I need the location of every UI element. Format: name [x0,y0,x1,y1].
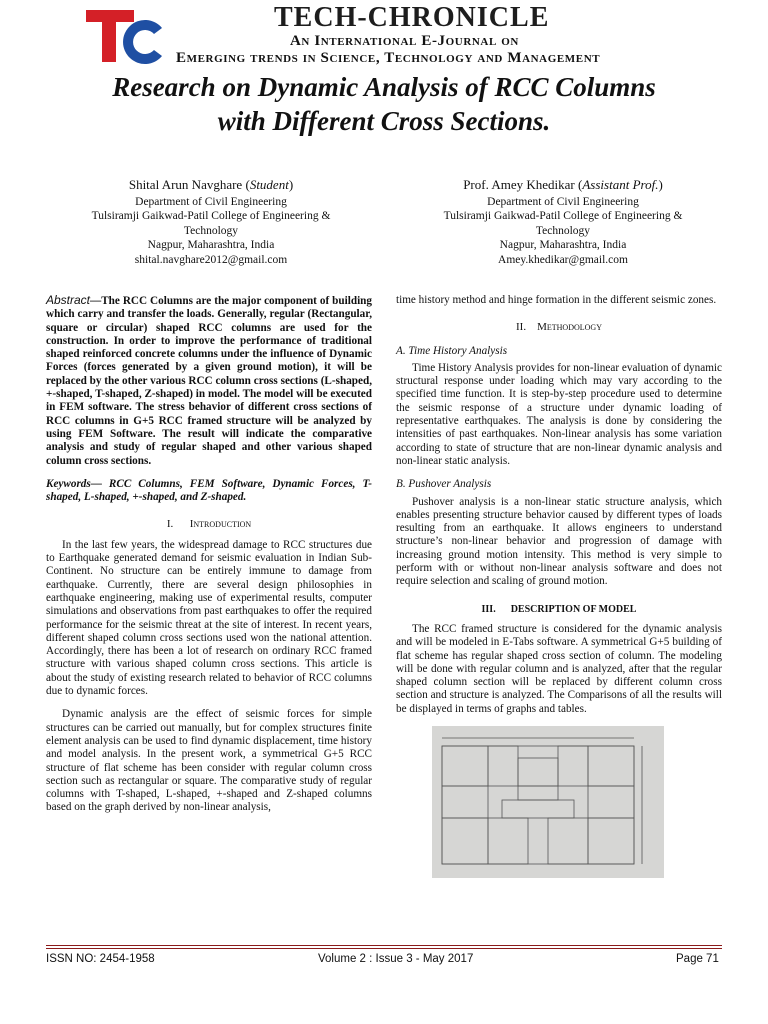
author-location: Nagpur, Maharashtra, India [499,239,627,251]
journal-subtitle-2: Emerging trends in Science, Technology and Management [176,50,601,66]
intro-continuation: time history method and hinge formation in the different seismic zones. [396,294,717,306]
author-name: Prof. Amey Khedikar [463,177,575,192]
footer-volume: Volume 2 : Issue 3 - May 2017 [318,953,474,965]
floor-plan-drawing [432,726,664,878]
intro-paragraph-2: Dynamic analysis are the effect of seismic forces for simple structures can be carried out manually, but for complex structures finite element analysis can be used to find dynamic displacement, time history and model analysis. In the present work, a symmetrical G+5 RCC structure of flat scheme has been consider with regular column cross section such as rectangular or square. The comparative study of regular columns with T-shaped, L-shaped, +-shaped and Z-shaped columns based on the graph derived by non-linear analysis, [46,708,372,814]
footer-rule-bottom [46,948,722,949]
paper-title [0,70,768,138]
section-title: Methodology [537,321,602,334]
footer-rule-top [46,945,722,946]
author-role: Assistant Prof. [582,177,659,192]
section-title: Introduction [189,518,252,531]
author-1 [46,178,376,267]
journal-name: TECH-CHRONICLE [274,2,550,33]
subsection-heading-a: A. Time History Analysis [396,344,508,357]
section-heading-introduction [46,518,372,531]
author-email[interactable]: shital.navghare2012@gmail.com [134,253,288,266]
footer-issn: ISSN NO: 2454-1958 [46,953,155,965]
section-title: DESCRIPTION OF MODEL [510,603,637,615]
keywords: Keywords— RCC Columns, FEM Software, Dynamic Forces, T-shaped, L-shaped, +-shaped, and Z-shaped. [46,477,372,504]
model-paragraph: The RCC framed structure is considered for the dynamic analysis and will be modeled in E-Tabs software. A symmetrical G+5 building of flat scheme has regular shaped cross section of column. The modeling will be done with regular column and is analyzed, after that the regular shaped column section will be replaced by different column cross section and structure is analyzed. The Comparisons of all the results will be displayed in terms of graphs and tables. [396,622,722,715]
abstract [46,294,372,468]
journal-logo [84,8,174,66]
journal-subtitle-1: An International E-Journal on [290,33,519,49]
intro-paragraph-1: In the last few years, the widespread damage to RCC structures due to Earthquake generated demand for seismic evaluation in Indian Sub-Continent. No structure can be entirely immune to damage from earthquake. Currently, there are several design philosophies in earthquake engineering, making use of experimental results, computer simulations and observations from past earthquakes to offer the required performance for the seismic threat at the site of interest. In recent years, different shaped column cross sections used won the national attention. Accordingly, there has been a lot of research on ordinary RCC framed structure with various shaped column cross sections. This article is about the study of existing research related to behavior of RCC columns due to dynamic forces. [46,538,372,698]
right-column [396,294,722,878]
footer-page: Page 71 [676,953,719,965]
abstract-label: Abstract [46,293,91,307]
floor-plan-image [432,726,664,878]
author-email[interactable]: Amey.khedikar@gmail.com [498,253,628,266]
title-line-1: Research on Dynamic Analysis of RCC Columns [112,72,656,102]
time-history-paragraph: Time History Analysis provides for non-linear evaluation of dynamic structural response under loading which may vary according to the specified time function. It is step-by-step procedure used to determine the seismic response of a structure under dynamic loading of representative earthquakes. The analysis is done by considering the intensities of past earthquakes. Non-linear analysis has some variation according to state of structure that are non-linear dynamic analysis and non-linear static analysis. [396,361,722,467]
author-college-1: Tulsiramji Gaikwad-Patil College of Engineering & [91,210,331,222]
author-department: Department of Civil Engineering [135,195,287,208]
author-college-2: Technology [535,224,591,237]
author-name: Shital Arun Navghare [128,177,243,192]
section-number: I. [166,518,174,531]
pushover-paragraph: Pushover analysis is a non-linear static structure analysis, which enables presenting structure behavior caused by different types of loads resulting from an earthquake. It allows engineers to understand structure’s non-linear behavior and progression of damage with increasing ground motion intensity. This method is very simple to perform with or without non-linear analysis software and does not require selection and scaling of ground motion. [396,495,722,588]
abstract-text: The RCC Columns are the major component of building which carry and transfer the loads. Generally, regular (Rectangular, square or circular) shaped RCC columns are used for the construction. In order to improve the performance of traditional shaped reinforced concrete columns under the influence of Dynamic Forces (forces generated by a given ground motion), it will be replaced by the other various RCC column cross sections (L-shaped, +-shaped, T-shaped, Z-shaped) in model. The model will be executed in FEM software. The stress behavior of different cross sections of RCC columns in G+5 RCC framed structure will be analyzed by using FEM Software. The result will indicate the comparative analysis and study of regular shaped and other various shaped column cross sections. [46,295,372,467]
section-heading-model [396,603,722,616]
author-2-name-line: Prof. Amey Khedikar (Assistant Prof.) [463,177,663,192]
abstract-dash: — [90,295,102,307]
author-1-name-line: Shital Arun Navghare (Student) [128,177,294,192]
author-college-2: Technology [183,224,239,237]
author-role: Student [249,177,289,192]
left-column [46,294,372,825]
section-number: III. [481,603,496,615]
author-location: Nagpur, Maharashtra, India [147,239,275,251]
title-line-2: with Different Cross Sections. [217,106,551,136]
author-department: Department of Civil Engineering [487,195,639,208]
author-2 [398,178,728,267]
author-college-1: Tulsiramji Gaikwad-Patil College of Engineering & [443,210,683,222]
subsection-heading-b: B. Pushover Analysis [396,478,492,491]
section-number: II. [516,321,527,334]
section-heading-methodology [396,321,722,334]
